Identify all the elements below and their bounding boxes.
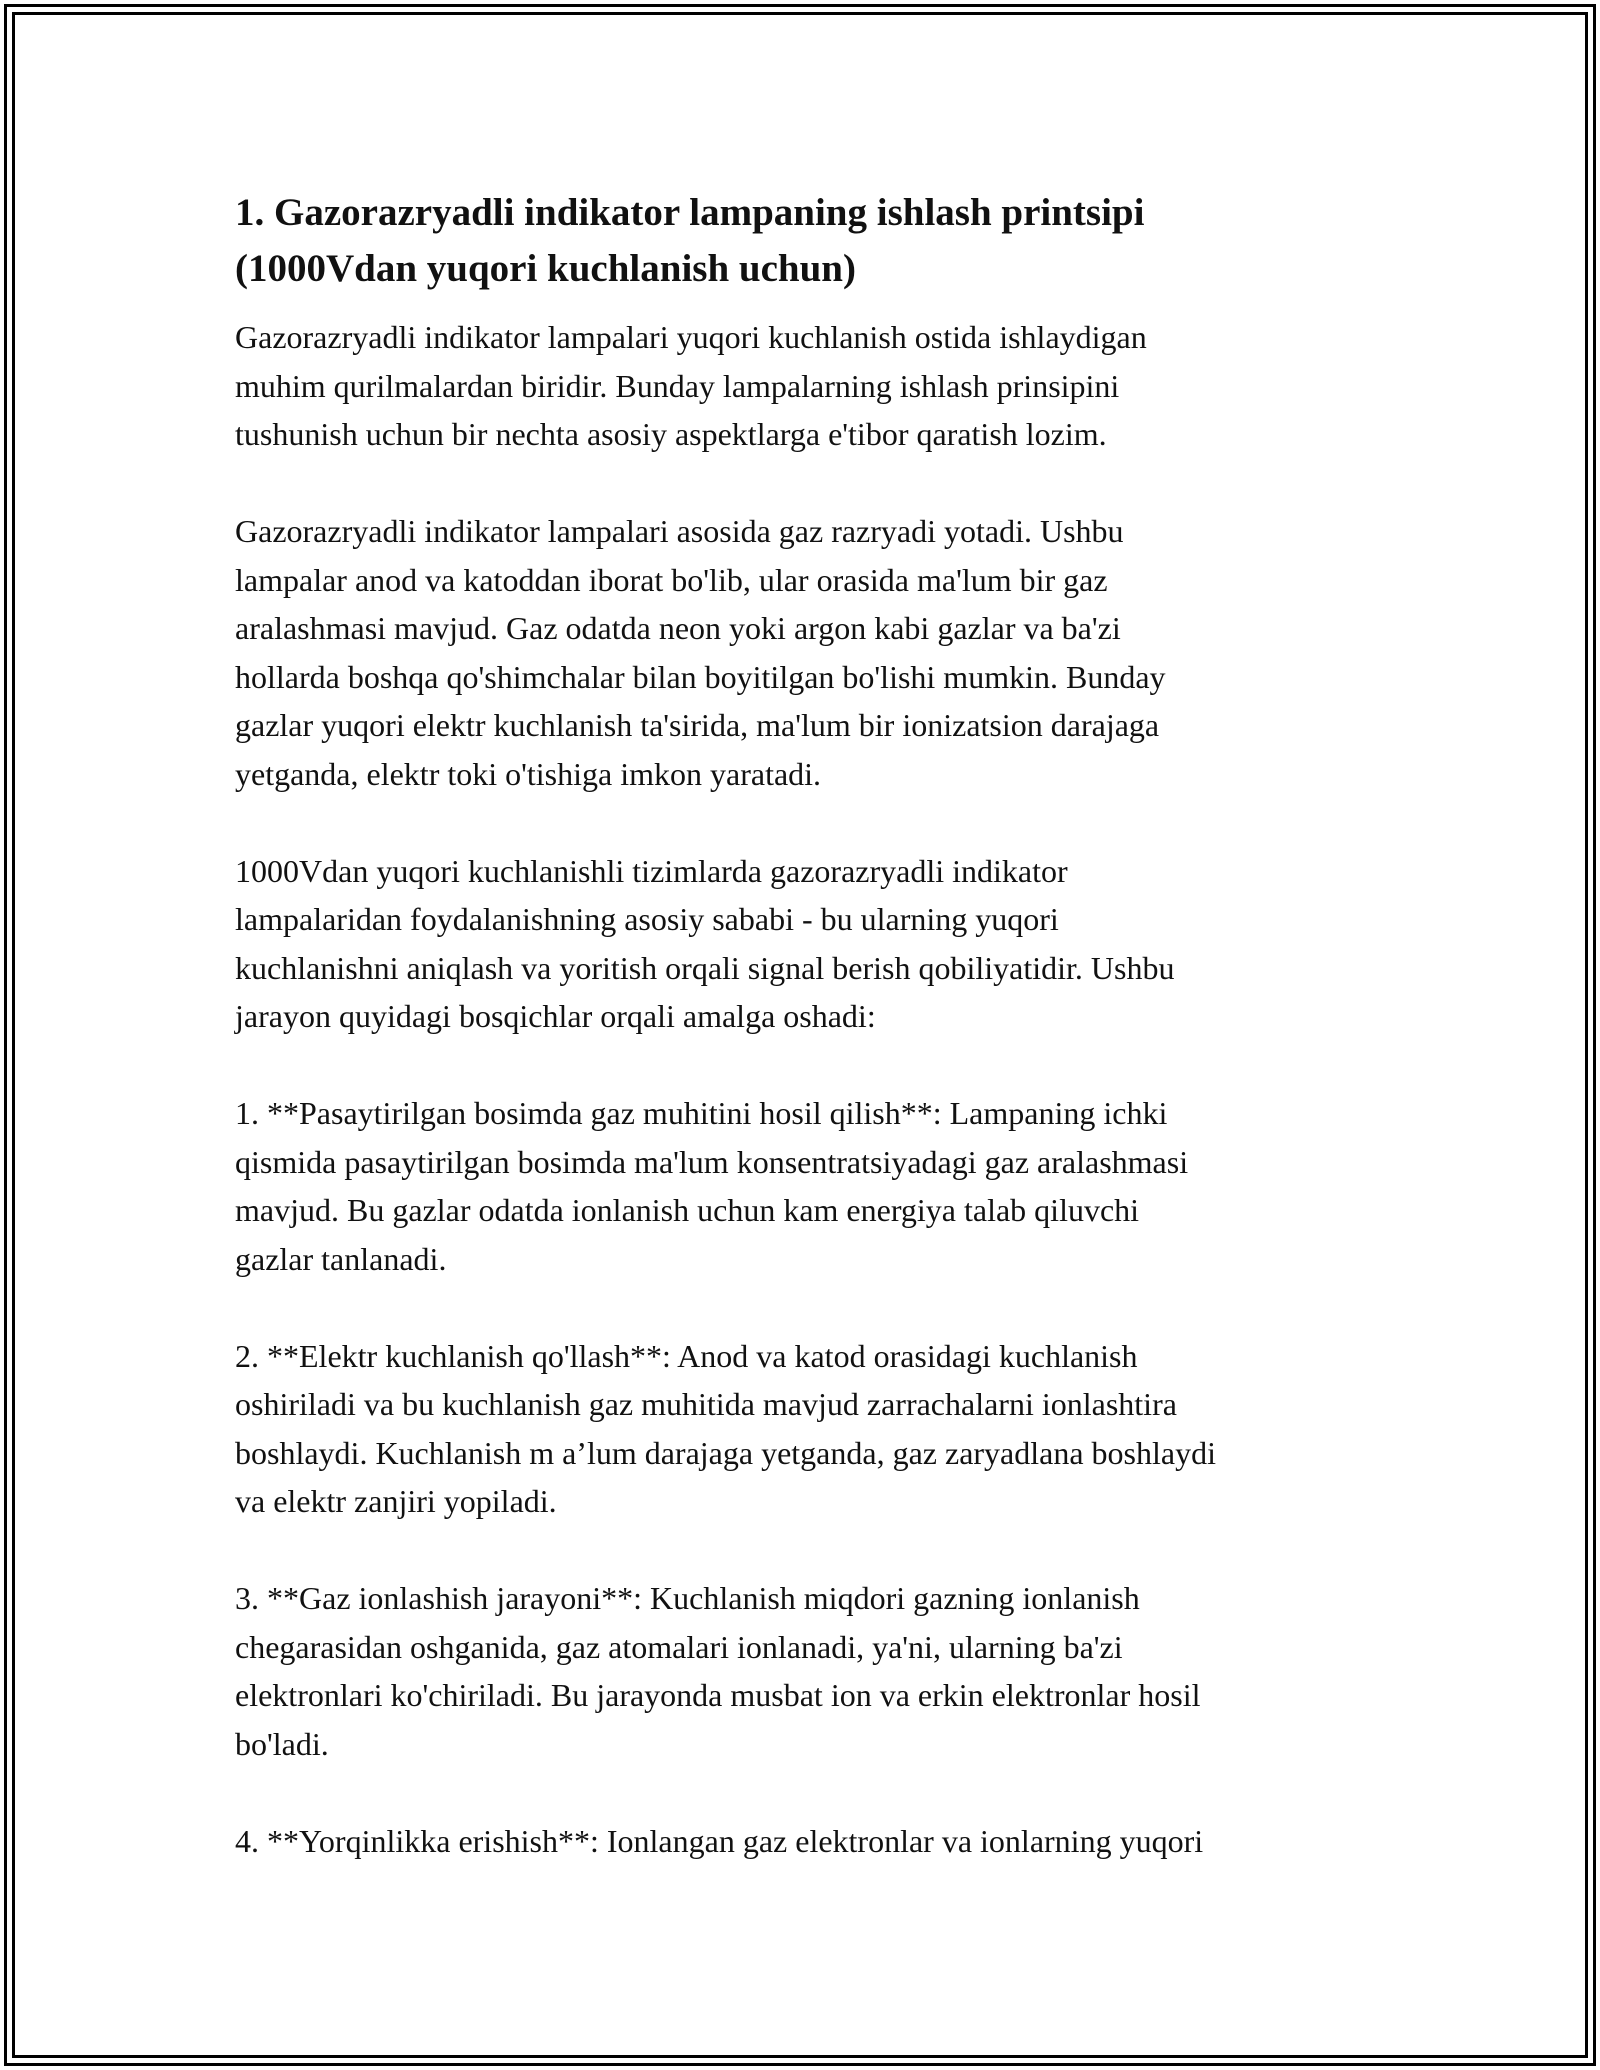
- paragraph-principle: Gazorazryadli indikator lampalari asosida gaz razryadi yotadi. Ushbu lampalar anod va katoddan iborat bo'lib, ular orasida ma'lum bir gaz aralashmasi mavjud. Gaz odatda neon yoki argon kabi gazlar va ba'zi hollarda boshqa qo'shimchalar bilan boyitilgan bo'lishi mumkin. Bunday gazlar yuqori elektr kuchlanish ta'sirida, ma'lum bir ionizatsion darajaga yetganda, elektr toki o'tishiga imkon yaratadi.: [235, 513, 1166, 792]
- document-title: 1. Gazorazryadli indikator lampaning ishlash printsipi (1000Vdan yuqori kuchlanish uchun): [235, 191, 1145, 290]
- document-body: [235, 185, 1395, 1914]
- list-item-step-3: 3. **Gaz ionlashish jarayoni**: Kuchlanish miqdori gazning ionlanish chegarasidan oshganida, gaz atomalari ionlanadi, ya'ni, ularning ba'zi elektronlari ko'chiriladi. Bu jarayonda musbat ion va erkin elektronlar hosil bo'ladi.: [235, 1580, 1201, 1762]
- list-item-step-4: 4. **Yorqinlikka erishish**: Ionlangan gaz elektronlar va ionlarning yuqori: [235, 1822, 1204, 1859]
- paragraph-intro: Gazorazryadli indikator lampalari yuqori kuchlanish ostida ishlaydigan muhim qurilmalardan biridir. Bunday lampalarning ishlash prinsipini tushunish uchun bir nechta asosiy aspektlarga e'tibor qaratish lozim.: [235, 319, 1147, 452]
- paragraph-usage: 1000Vdan yuqori kuchlanishli tizimlarda gazorazryadli indikator lampalaridan foydalanishning asosiy sababi - bu ularning yuqori kuchlanishni aniqlash va yoritish orqali signal berish qobiliyatidir. Ushbu jarayon quyidagi bosqichlar orqali amalga oshadi:: [235, 852, 1175, 1034]
- list-item-step-2: 2. **Elektr kuchlanish qo'llash**: Anod va katod orasidagi kuchlanish oshiriladi va bu kuchlanish gaz muhitida mavjud zarrachalarni ionlashtira boshlaydi. Kuchlanish m a’lum darajaga yetganda, gaz zaryadlana boshlaydi va elektr zanjiri yopiladi.: [235, 1337, 1216, 1519]
- list-item-step-1: 1. **Pasaytirilgan bosimda gaz muhitini hosil qilish**: Lampaning ichki qismida pasaytirilgan bosimda ma'lum konsentratsiyadagi gaz aralashmasi mavjud. Bu gazlar odatda ionlanish uchun kam energiya talab qiluvchi gazlar tanlanadi.: [235, 1095, 1189, 1277]
